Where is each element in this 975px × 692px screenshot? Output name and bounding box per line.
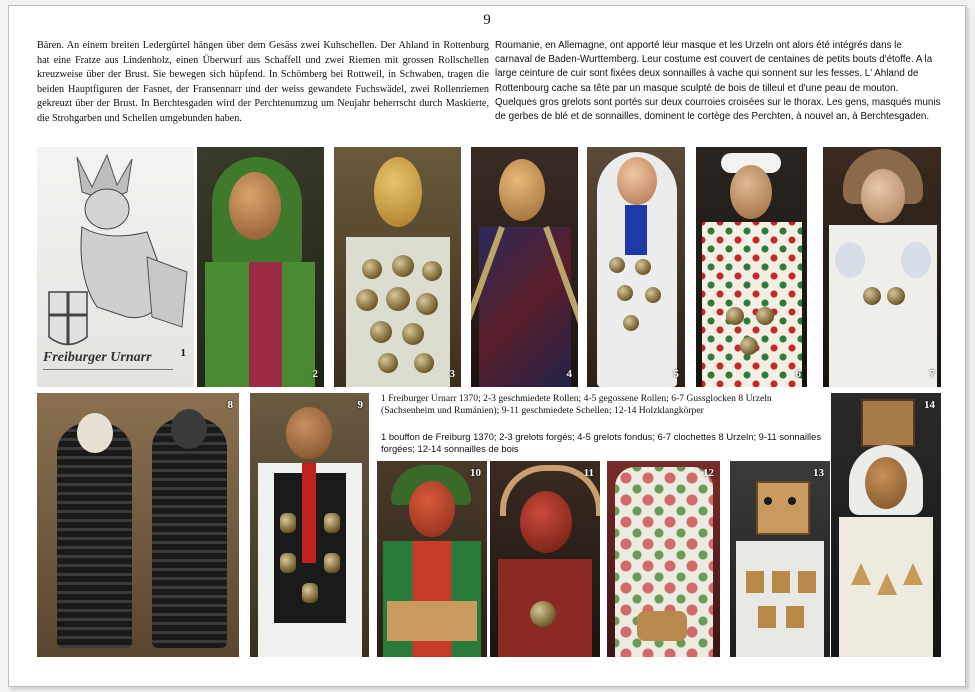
blue-sash	[625, 205, 647, 255]
photo-2-green-masked-figure	[197, 147, 324, 387]
photo-label: 5	[673, 368, 679, 380]
photo-5-white-cloaked-figure	[587, 147, 685, 387]
photo-label: 8	[227, 399, 233, 411]
wooden-mask	[229, 172, 281, 240]
mask	[861, 169, 905, 223]
caption-german: 1 Freiburger Urnarr 1370; 2-3 geschmiedete Rollen; 4-5 gegossene Rollen; 6-7 Gussglocken 8 Urzeln (Sachsenheim und Rumänien); 9-11 geschmiedete Schellen; 12-14 Holzklangkörper	[381, 393, 772, 417]
mask-right	[171, 409, 207, 449]
photo-1-freiburger-urnarr	[37, 147, 194, 387]
photo-label: 2	[312, 368, 318, 380]
photo-label: 13	[813, 467, 824, 479]
caption-french: 1 bouffon de Freiburg 1370; 2-3 grelots forgés; 4-5 grelots fondus; 6-7 clochettes 8 Urzeln; 9-11 sonnailles forgées; 12-14 sonnailles de bois	[381, 431, 822, 455]
photo-4-figure-with-bell-straps	[471, 147, 578, 387]
costume	[205, 262, 315, 387]
side-mask	[835, 242, 865, 278]
devil-mask	[520, 491, 572, 553]
wooden-box-mask	[756, 481, 810, 535]
photo-9-bells-vest	[250, 393, 369, 657]
wooden-mask	[865, 457, 907, 509]
apron-with-bells	[387, 601, 477, 641]
photo-14-tall-hat-figure	[831, 393, 941, 657]
box-hat	[861, 399, 915, 447]
inscription-line	[43, 369, 173, 376]
photo-3-bell-costume	[334, 147, 461, 387]
photo-label: 9	[357, 399, 363, 411]
document-page	[8, 5, 966, 687]
photo-10-red-masked-figure	[377, 461, 487, 657]
photo-label: 11	[583, 467, 594, 479]
mask	[730, 165, 772, 219]
mask	[499, 159, 545, 221]
mask-left	[77, 413, 113, 453]
urzel-costume-right	[152, 418, 227, 648]
photo-label: 12	[703, 467, 714, 479]
photo-label: 14	[924, 399, 935, 411]
photo-8-urzeln	[37, 393, 239, 657]
photo-label: 10	[470, 467, 481, 479]
mask	[286, 407, 332, 459]
costume	[736, 541, 824, 657]
urzel-costume-left	[57, 423, 132, 648]
photo-12-floral-costume	[607, 461, 720, 657]
photo-1-inscription: Freiburger Urnarr	[43, 350, 152, 365]
french-text-column: Roumanie, en Allemagne, ont apporté leur masque et les Urzeln ont alors été intégrés dans le carnaval de Baden-Wurttemberg. Leur costume est couvert de centaines de petits bouts d'étoffe. A la large ceinture de cuir sont fixées deux sonnailles à vache qui sonnent sur les fesses. L' Ahland de Rottenbourg cache sa tête par un masque sculpté de bois de tilleul et d'une peau de mouton. Quelques gros grelots sont portés sur deux courroies croisées sur le thorax. Les gens, masqués munis de gerbes de blé et de sonnailles, dominent le cortège des Perchten, à nouvel an, à Berchtesgaden.	[495, 40, 941, 123]
photo-label: 4	[566, 368, 572, 380]
wooden-bells	[637, 611, 687, 641]
german-text-column: Bären. An einem breiten Ledergürtel hängen über dem Gesäss zwei Kuhschellen. Der Ahland in Rottenburg hat eine Fratze aus Lindenholz, einen Überwurf aus Schaffell und zwei Riemen mit grossen Rollschellen kreuzweise über der Brust. Sie bewegen sich hüpfend. In Schömberg bei Rottweil, in Schwaben, tragen die beiden Hauptfiguren der Fasnet, der Fransennarr und der weiss gewandete Fuchswädel, zwei Rollenriemen gekreuzt über der Brust. In Berchtesgaden wird der Perchtenumzug um Neujahr beherrscht durch Maskierte, die Strohgarben und Schellen umgebunden haben.	[37, 40, 489, 124]
photo-6-polka-dot-costume	[696, 147, 807, 387]
red-mask	[409, 481, 455, 537]
page-number: 9	[483, 12, 491, 28]
dotted-costume	[702, 222, 802, 387]
side-mask	[901, 242, 931, 278]
photo-7-figure-with-masks	[823, 147, 941, 387]
photo-11-horned-mask	[490, 461, 600, 657]
photo-label: 7	[929, 368, 935, 380]
yellow-mask	[374, 157, 422, 227]
red-tie	[302, 463, 316, 563]
photo-label: 1	[180, 347, 186, 359]
mask	[617, 157, 657, 205]
photo-13-box-head-figure	[730, 461, 830, 657]
photo-label: 3	[449, 368, 455, 380]
photo-label: 6	[795, 368, 801, 380]
